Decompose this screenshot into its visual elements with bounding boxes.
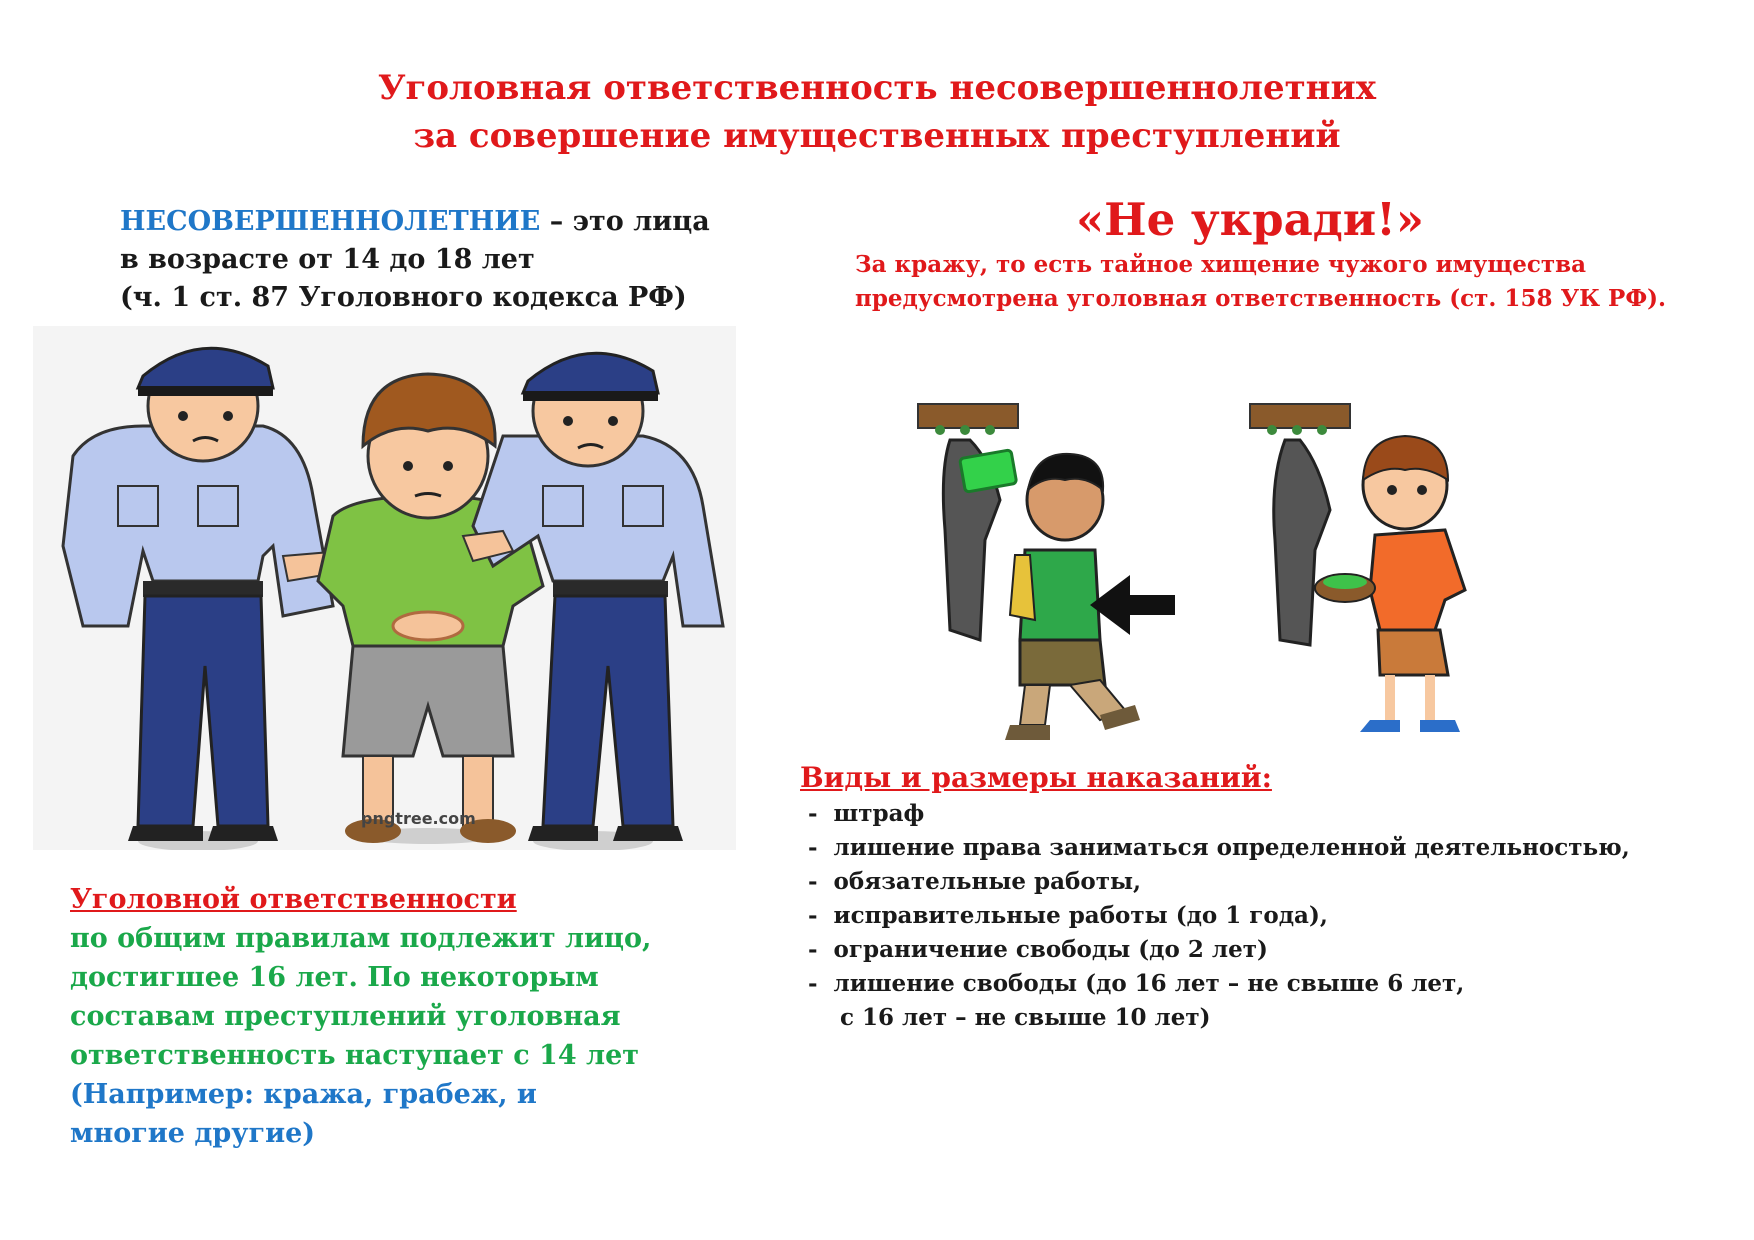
definition-rest: – это лица bbox=[540, 206, 710, 237]
punishment-item: - штраф bbox=[808, 800, 925, 827]
responsibility-line-6: многие другие) bbox=[70, 1118, 316, 1149]
responsibility-block bbox=[70, 880, 651, 1153]
police-arrest-illustration bbox=[33, 326, 736, 850]
punishment-item: - лишение свободы (до 16 лет – не свыше 6 лет, bbox=[808, 970, 1465, 997]
page-title-line-2: за совершение имущественных преступлений bbox=[413, 116, 1341, 156]
punishment-item: - исправительные работы (до 1 года), bbox=[808, 902, 1328, 929]
definition-age: в возрасте от 14 до 18 лет bbox=[120, 244, 535, 275]
theft-note-line-2: предусмотрена уголовная ответственность (ст. 158 УК РФ). bbox=[855, 285, 1667, 312]
responsibility-line-4: ответственность наступает с 14 лет bbox=[70, 1040, 639, 1071]
punishments-heading: Виды и размеры наказаний: bbox=[800, 761, 1272, 794]
punishment-item: - ограничение свободы (до 2 лет) bbox=[808, 936, 1268, 963]
punishment-item: - обязательные работы, bbox=[808, 868, 1142, 895]
punishment-item: с 16 лет – не свыше 10 лет) bbox=[808, 1004, 1211, 1031]
responsibility-line-1: по общим правилам подлежит лицо, bbox=[70, 923, 652, 954]
page-title-line-1: Уголовная ответственность несовершеннолетних bbox=[377, 68, 1377, 108]
definition-term: НЕСОВЕРШЕННОЛЕТНИЕ bbox=[120, 206, 541, 237]
slogan: «Не укради!» bbox=[1075, 193, 1425, 246]
theft-note bbox=[855, 248, 1666, 316]
theft-illustration bbox=[900, 390, 1530, 750]
responsibility-line-2: достигшее 16 лет. По некоторым bbox=[70, 962, 599, 993]
theft-note-line-1: За кражу, то есть тайное хищение чужого имущества bbox=[855, 251, 1587, 278]
punishments-list bbox=[808, 797, 1630, 1035]
definition-block bbox=[120, 203, 710, 317]
punishment-item: - лишение права заниматься определенной деятельностью, bbox=[808, 834, 1630, 861]
definition-law-ref: (ч. 1 ст. 87 Уголовного кодекса РФ) bbox=[120, 282, 687, 313]
money-icon bbox=[960, 450, 1017, 493]
watermark: pngtree.com bbox=[361, 809, 476, 828]
responsibility-line-3: составам преступлений уголовная bbox=[70, 1001, 621, 1032]
responsibility-line-5: (Например: кража, грабеж, и bbox=[70, 1079, 537, 1110]
responsibility-heading: Уголовной ответственности bbox=[70, 884, 517, 915]
